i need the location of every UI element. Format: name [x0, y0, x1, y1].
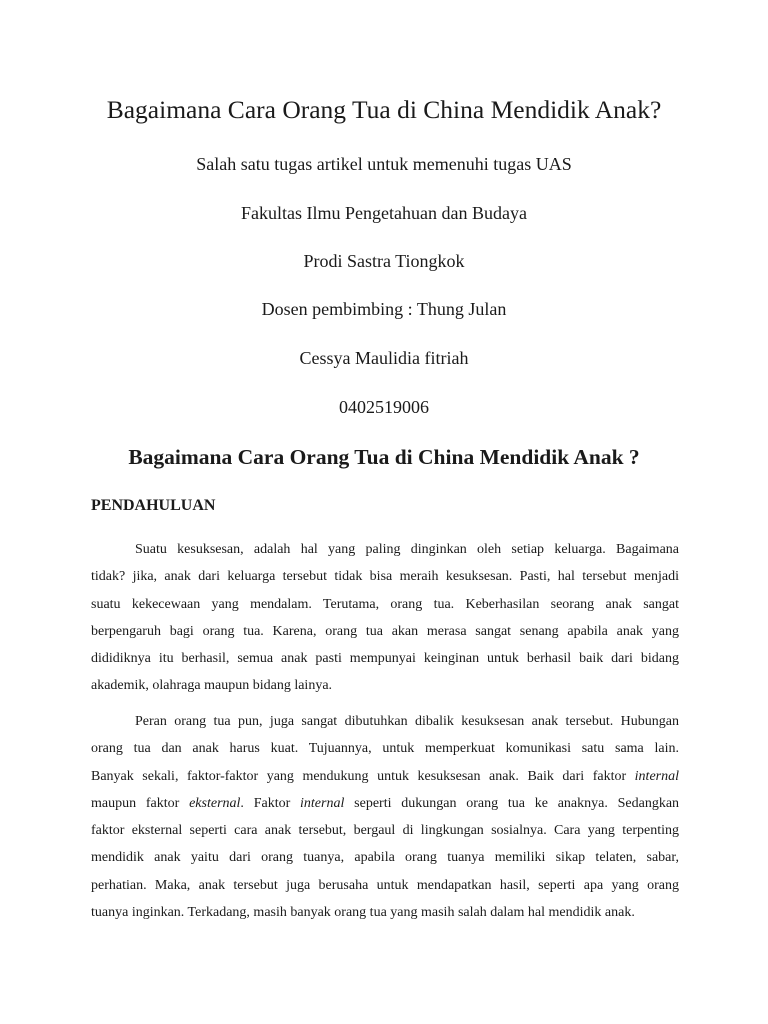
document-title: Bagaimana Cara Orang Tua di China Mendidik Anak? — [106, 95, 662, 124]
paragraph-line: mendidik anak yaitu dari orang tuanya, apabila orang tuanya memiliki sikap telaten, sabar, — [91, 850, 679, 866]
paragraph-text: maupun faktor — [91, 795, 180, 811]
paragraph-line: suatu kekecewaan yang mendalam. Terutama, orang tua. Keberhasilan seorang anak sangat — [91, 596, 679, 612]
paragraph-1 — [91, 536, 679, 700]
paragraph-line — [91, 708, 679, 735]
paragraph-2 — [91, 708, 679, 926]
paragraph-text: Peran orang tua pun, juga sangat dibutuhkan dibalik kesuksesan anak tersebut. Hubungan — [135, 714, 679, 729]
paragraph-line: akademik, olahraga maupun bidang lainya. — [91, 678, 333, 694]
paragraph-line — [91, 536, 679, 563]
paragraph-text: . Faktor — [240, 795, 291, 811]
supervisor-line: Dosen pembimbing : Thung Julan — [261, 299, 507, 319]
paragraph-line: perhatian. Maka, anak tersebut juga berusaha untuk mendapatkan hasil, seperti apa yang orang — [91, 877, 679, 893]
faculty-line: Fakultas Ilmu Pengetahuan dan Budaya — [241, 203, 527, 223]
italic-term: internal — [634, 768, 680, 784]
student-id: 0402519006 — [339, 397, 429, 417]
paragraph-line: tidak? jika, anak dari keluarga tersebut tidak bisa meraih kesuksesan. Pasti, hal tersebut menjadi — [91, 569, 679, 585]
paragraph-line: berpengaruh bagi orang tua. Karena, orang tua akan merasa sangat senang apabila anak yang — [91, 623, 679, 639]
author-name: Cessya Maulidia fitriah — [299, 348, 469, 368]
paragraph-text: seperti dukungan orang tua ke anaknya. Sedangkan — [354, 795, 680, 811]
italic-term: eksternal — [189, 795, 241, 811]
section-heading: PENDAHULUAN — [91, 497, 216, 514]
paragraph-line: orang tua dan anak harus kuat. Tujuannya, untuk memperkuat komunikasi satu sama lain. — [91, 741, 679, 757]
italic-term: internal — [300, 795, 345, 811]
paragraph-text: Suatu kesuksesan, adalah hal yang paling dinginkan oleh setiap keluarga. Bagaimana — [135, 542, 679, 557]
paragraph-line — [91, 763, 679, 790]
assignment-line: Salah satu tugas artikel untuk memenuhi tugas UAS — [196, 154, 572, 174]
paragraph-text: Banyak sekali, faktor-faktor yang mendukung untuk kesuksesan anak. Baik dari faktor — [91, 768, 627, 784]
paragraph-line: faktor eksternal seperti cara anak tersebut, bergaul di lingkungan sosialnya. Cara yang terpenting — [91, 823, 679, 839]
paragraph-line: tuanya inginkan. Terkadang, masih banyak orang tua yang masih salah dalam hal mendidik anak. — [91, 905, 635, 921]
paragraph-line — [91, 790, 679, 817]
article-title: Bagaimana Cara Orang Tua di China Mendidik Anak ? — [128, 445, 640, 469]
paragraph-line: dididiknya itu berhasil, semua anak pasti mempunyai keinginan untuk berhasil baik dari bidang — [91, 651, 679, 667]
program-line: Prodi Sastra Tiongkok — [303, 251, 465, 271]
